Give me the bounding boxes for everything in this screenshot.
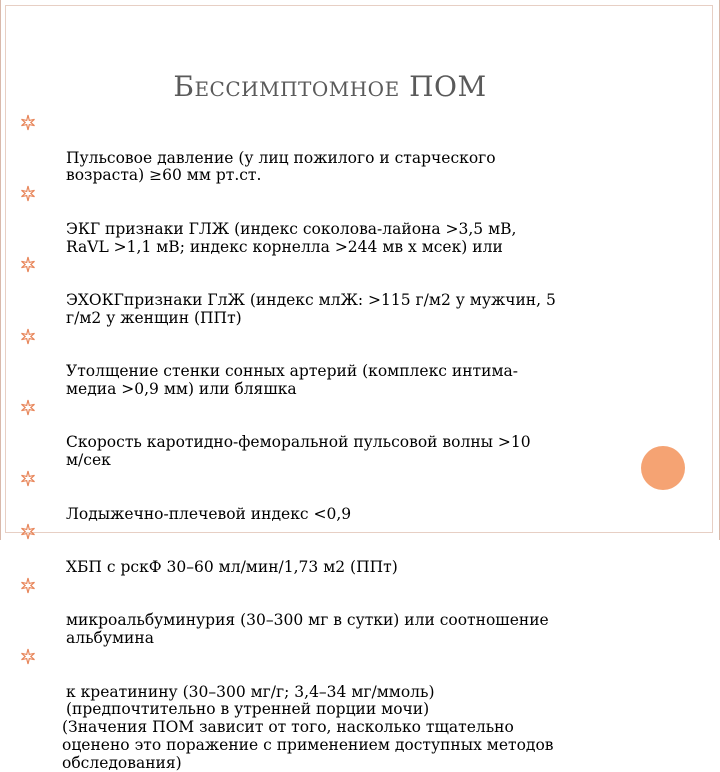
bullet-text: к креатинину (30–300 мг/г; 3,4–34 мг/ммоль) (предпочтительно в утренней порции мочи) bbox=[66, 682, 435, 719]
bullet-icon bbox=[20, 185, 36, 202]
footnote-text: (Значения ПОМ зависит от того, насколько тщательно оценено это поражение с применением доступных методов обследования) bbox=[62, 718, 554, 772]
bullet-item bbox=[20, 114, 620, 185]
bullet-text: Пульсовое давление (у лиц пожилого и старческого возраста) ≥60 мм рт.ст. bbox=[66, 148, 496, 185]
bullet-text: ЭХОКГпризнаки ГлЖ (индекс млЖ: >115 г/м2 у мужчин, 5 г/м2 у женщин (ППт) bbox=[66, 290, 556, 327]
bullet-item bbox=[20, 648, 620, 719]
bullet-icon bbox=[20, 399, 36, 416]
bullet-text: Лодыжечно-плечевой индекс <0,9 bbox=[66, 504, 352, 523]
bullet-icon bbox=[20, 470, 36, 487]
bullet-item bbox=[20, 256, 620, 327]
bullet-text: микроальбуминурия (30–300 мг в сутки) или соотношение альбумина bbox=[66, 611, 549, 648]
bullet-item bbox=[20, 577, 620, 648]
slide-title: Бессимптомное ПОМ bbox=[173, 70, 487, 103]
decorative-circle bbox=[641, 446, 685, 490]
bullet-item bbox=[20, 328, 620, 399]
bullet-item bbox=[20, 470, 620, 523]
bullet-text: ЭКГ признаки ГЛЖ (индекс соколова-лайона >3,5 мВ, RaVL >1,1 мВ; индекс корнелла >244 мв х мсек) или bbox=[66, 219, 517, 256]
bullet-icon bbox=[20, 577, 36, 594]
slide-body bbox=[20, 114, 620, 772]
bullet-icon bbox=[20, 114, 36, 131]
bullet-icon bbox=[20, 256, 36, 273]
bullet-icon bbox=[20, 648, 36, 665]
bullet-item bbox=[20, 523, 620, 576]
bullet-icon bbox=[20, 328, 36, 345]
bullet-text: Скорость каротидно-феморальной пульсовой волны >10 м/сек bbox=[66, 433, 531, 470]
bullet-text: Утолщение стенки сонных артерий (комплекс интима- медиа >0,9 мм) или бляшка bbox=[66, 362, 518, 398]
bullet-text: ХБП с рскФ 30–60 мл/мин/1,73 м2 (ППт) bbox=[66, 557, 398, 576]
bullet-item bbox=[20, 185, 620, 256]
bullet-item bbox=[20, 399, 620, 470]
bullet-icon bbox=[20, 523, 36, 540]
